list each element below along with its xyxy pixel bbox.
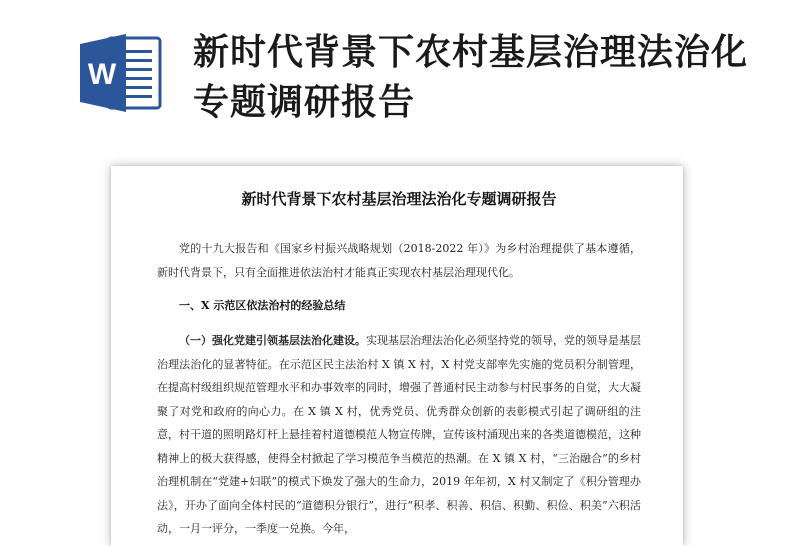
subsection-body: 实现基层治理法治化必须坚持党的领导，党的领导是基层治理法治化的显著特征。在示范区民主法治村 X 镇 X 村，X 村党支部率先实施的党员积分制管理，在提高村级组织规范管理水平和办事效率的同时，增强了普通村民主动参与村民事务的自觉，大大凝聚了对党和政府的向心力。在 X 镇 X 村，优秀党员、优秀群众创新的表彰模式引起了调研组的注意，村干道的照明路灯杆上悬挂着村道德模范人物宣传牌，宣传该村涌现出来的各类道德模范，这种精神上的极大获得感，使得全村掀起了学习模范争当模范的热潮。在 X 镇 X 村，“三治融合”的乡村治理机制在“党建+妇联”的模式下焕发了强大的生命力，2019 年年初，X 村又制定了《积分管理办法》，开办了面向全体村民的“道德积分银行”，进行“积孝、积善、积信、积勤、积俭、积美”六积活动，一月一评分，一季度一兑换。今年，: [157, 334, 641, 535]
page-title: 新时代背景下农村基层治理法治化专题调研报告: [193, 32, 749, 123]
subsection-lead: （一）强化党建引领基层法治化建设。: [179, 334, 366, 347]
word-document-icon: [78, 32, 164, 114]
section-heading: 一、X 示范区依法治村的经验总结: [179, 299, 346, 312]
subsection-paragraph: [157, 329, 641, 541]
document-body: [157, 188, 641, 541]
document-page: [111, 166, 683, 546]
document-title: 新时代背景下农村基层治理法治化专题调研报告: [241, 190, 557, 208]
word-icon-letter: W: [87, 58, 117, 91]
intro-paragraph: 党的十九大报告和《国家乡村振兴战略规划（2018-2022 年）》为乡村治理提供了基本遵循，新时代背景下，只有全面推进依法治村才能真正实现农村基层治理现代化。: [157, 242, 641, 279]
header: [0, 0, 800, 160]
